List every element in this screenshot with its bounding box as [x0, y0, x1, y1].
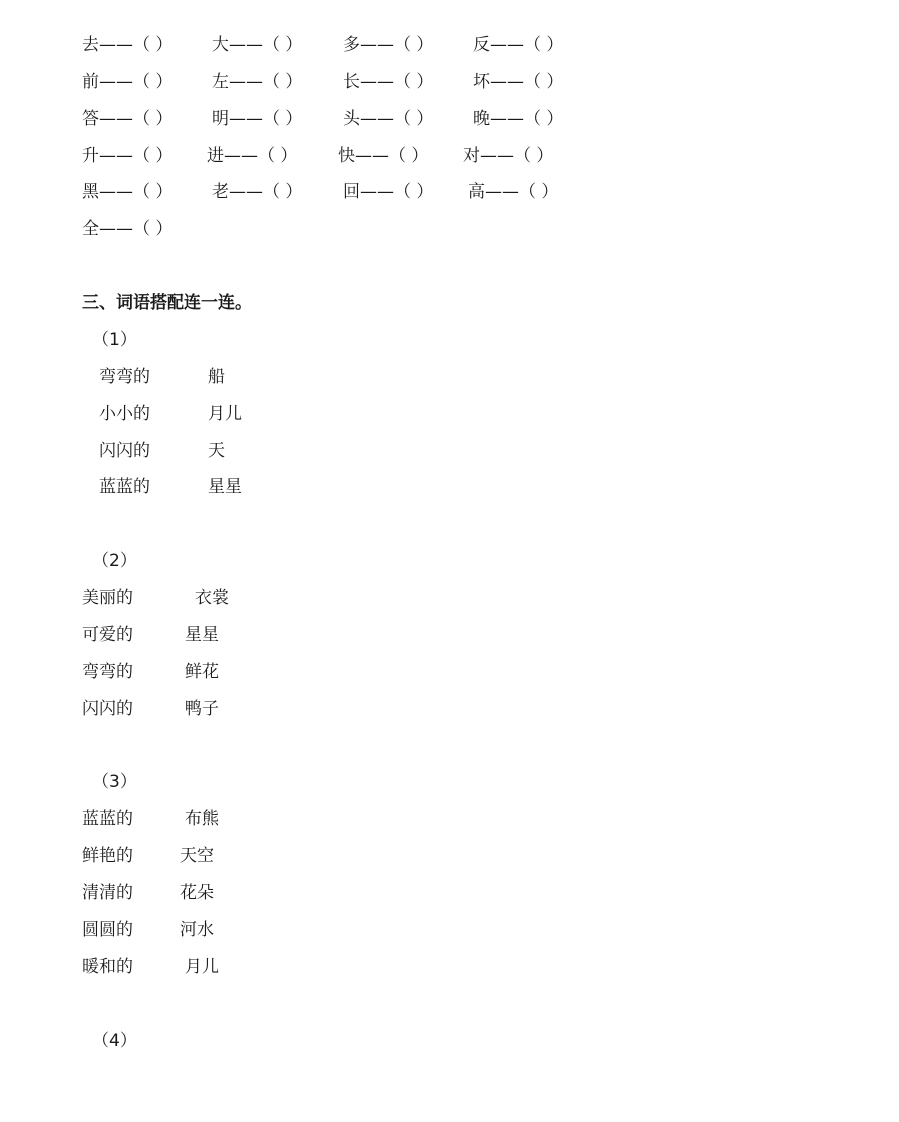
- match-right-word: 星星: [185, 625, 219, 645]
- antonym-item: 老——（ ）: [212, 182, 303, 202]
- group-label: （1）: [92, 330, 137, 350]
- group-label: （3）: [92, 772, 137, 792]
- match-right-word: 天空: [180, 846, 214, 866]
- match-left-word: 闪闪的: [82, 699, 133, 719]
- match-right-word: 花朵: [180, 883, 214, 903]
- match-left-word: 美丽的: [82, 588, 133, 608]
- match-right-word: 衣裳: [195, 588, 229, 608]
- section-heading: 三、词语搭配连一连。: [82, 293, 252, 313]
- match-right-word: 月儿: [185, 957, 219, 977]
- antonym-item: 前——（ ）: [82, 72, 173, 92]
- antonym-item: 头——（ ）: [343, 109, 434, 129]
- match-left-word: 闪闪的: [99, 441, 150, 461]
- match-left-word: 蓝蓝的: [82, 809, 133, 829]
- match-left-word: 鲜艳的: [82, 846, 133, 866]
- group-label: （2）: [92, 551, 137, 571]
- match-left-word: 蓝蓝的: [99, 477, 150, 497]
- antonym-item: 明——（ ）: [212, 109, 303, 129]
- match-right-word: 鲜花: [185, 662, 219, 682]
- antonym-item: 黑——（ ）: [82, 182, 173, 202]
- antonym-item: 多——（ ）: [343, 35, 434, 55]
- antonym-item: 大——（ ）: [212, 35, 303, 55]
- antonym-item: 坏——（ ）: [473, 72, 564, 92]
- antonym-item: 对——（ ）: [463, 146, 554, 166]
- match-left-word: 圆圆的: [82, 920, 133, 940]
- match-right-word: 布熊: [185, 809, 219, 829]
- match-left-word: 小小的: [99, 404, 150, 424]
- match-right-word: 鸭子: [185, 699, 219, 719]
- antonym-item: 回——（ ）: [343, 182, 434, 202]
- match-left-word: 弯弯的: [99, 367, 150, 387]
- antonym-item: 答——（ ）: [82, 109, 173, 129]
- antonym-item: 快——（ ）: [338, 146, 429, 166]
- match-left-word: 可爱的: [82, 625, 133, 645]
- match-left-word: 清清的: [82, 883, 133, 903]
- antonym-item: 长——（ ）: [343, 72, 434, 92]
- antonym-item: 去——（ ）: [82, 35, 173, 55]
- match-right-word: 月儿: [208, 404, 242, 424]
- antonym-item: 全——（ ）: [82, 219, 173, 239]
- antonym-item: 左——（ ）: [212, 72, 303, 92]
- match-right-word: 河水: [180, 920, 214, 940]
- match-left-word: 暖和的: [82, 957, 133, 977]
- antonym-item: 晚——（ ）: [473, 109, 564, 129]
- antonym-item: 高——（ ）: [468, 182, 559, 202]
- match-right-word: 星星: [208, 477, 242, 497]
- antonym-item: 进——（ ）: [207, 146, 298, 166]
- match-left-word: 弯弯的: [82, 662, 133, 682]
- group-label: （4）: [92, 1031, 137, 1051]
- match-right-word: 天: [208, 441, 225, 461]
- antonym-item: 升——（ ）: [82, 146, 173, 166]
- antonym-item: 反——（ ）: [473, 35, 564, 55]
- match-right-word: 船: [208, 367, 225, 387]
